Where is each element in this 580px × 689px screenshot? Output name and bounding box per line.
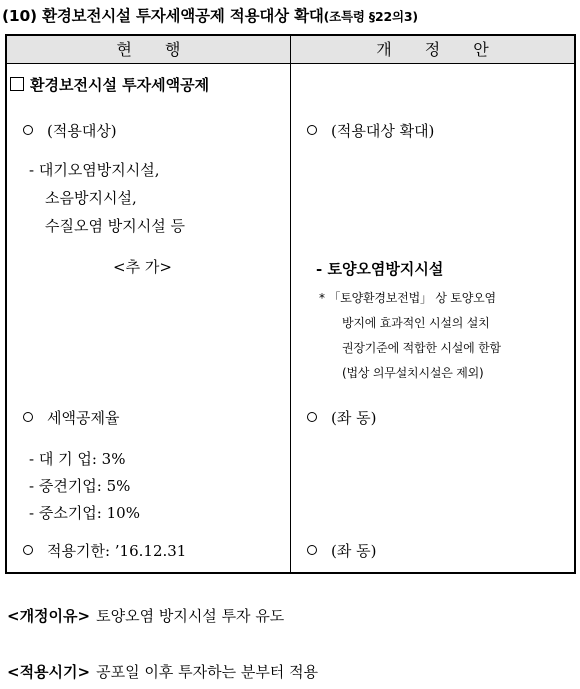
page-title: [2, 4, 578, 26]
current-section-heading: 환경보전시설 투자세액공제: [10, 74, 209, 95]
proposed-scope-label: (적용대상 확대): [307, 120, 434, 141]
current-deadline: 적용기한: ’16.12.31: [23, 540, 186, 561]
current-addition-marker: <추 가>: [113, 258, 172, 276]
checkbox-square-icon: [10, 77, 24, 91]
circle-bullet-icon: [307, 125, 317, 135]
comparison-table: [5, 34, 576, 574]
proposed-note-line-3: 권장기준에 적합한 시설에 한함: [342, 341, 501, 355]
circle-bullet-icon: [23, 125, 33, 135]
header-current: 현 행: [116, 40, 195, 59]
current-rate-midsize: - 중견기업: 5%: [29, 477, 131, 495]
title-ref: (조특령 §22의3): [323, 9, 418, 24]
header-proposed: 개 정 안: [376, 40, 503, 59]
current-scope-item-2: 소음방지시설,: [45, 189, 137, 207]
reason-label: <개정이유>: [7, 607, 91, 625]
proposed-added-item: - 토양오염방지시설: [316, 260, 444, 278]
proposed-rate-same: (좌 동): [307, 407, 376, 428]
proposed-deadline-same: (좌 동): [307, 540, 376, 561]
effective-text: 공포일 이후 투자하는 분부터 적용: [96, 663, 319, 681]
title-main: (10) 환경보전시설 투자세액공제 적용대상 확대: [2, 7, 324, 25]
current-rate-large: - 대 기 업: 3%: [29, 450, 126, 468]
amendment-reason: [7, 605, 284, 626]
column-divider: [290, 36, 291, 572]
effective-label: <적용시기>: [7, 663, 91, 681]
current-rate-small: - 중소기업: 10%: [29, 504, 140, 522]
current-rate-label: 세액공제율: [23, 407, 119, 428]
circle-bullet-icon: [23, 412, 33, 422]
proposed-note-line-1: * 「토양환경보전법」 상 토양오염: [319, 291, 496, 305]
current-scope-label: (적용대상): [23, 120, 117, 141]
effective-date: [7, 661, 318, 682]
proposed-note-line-2: 방지에 효과적인 시설의 설치: [342, 316, 490, 330]
circle-bullet-icon: [23, 545, 33, 555]
circle-bullet-icon: [307, 412, 317, 422]
current-scope-item-1: - 대기오염방지시설,: [29, 161, 160, 179]
reason-text: 토양오염 방지시설 투자 유도: [96, 607, 285, 625]
current-scope-item-3: 수질오염 방지시설 등: [45, 217, 185, 235]
circle-bullet-icon: [307, 545, 317, 555]
proposed-note-line-4: (법상 의무설치시설은 제외): [342, 366, 484, 380]
